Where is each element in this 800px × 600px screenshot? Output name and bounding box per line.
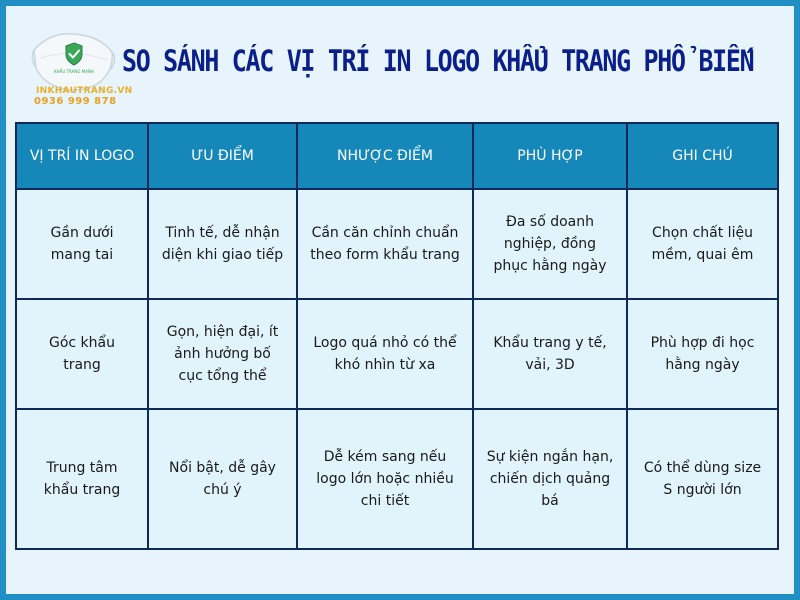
page-title: SO SÁNH CÁC VỊ TRÍ IN LOGO KHẨU TRANG PHỔ BIẾN [122, 44, 754, 78]
header-notes: GHI CHÚ [627, 123, 778, 189]
cell-notes: Chọn chất liệu mềm, quai êm [627, 189, 778, 299]
header-advantages: ƯU ĐIỂM [148, 123, 297, 189]
table-row [16, 299, 778, 409]
table-row [16, 409, 778, 549]
header-position: VỊ TRÍ IN LOGO [16, 123, 148, 189]
brand-phone: 0936 999 878 [34, 96, 117, 107]
cell-position: Gần dưới mang tai [16, 189, 148, 299]
brand-name: INKHAUTRANG.VN [36, 86, 133, 96]
cell-advantages: Tinh tế, dễ nhận diện khi giao tiếp [148, 189, 297, 299]
cell-notes: Có thể dùng size S người lớn [627, 409, 778, 549]
cell-position: Góc khẩu trang [16, 299, 148, 409]
comparison-table [15, 122, 779, 550]
cell-advantages: Gọn, hiện đại, ít ảnh hưởng bố cục tổng thể [148, 299, 297, 409]
cell-disadvantages: Cần căn chỉnh chuẩn theo form khẩu trang [297, 189, 473, 299]
table-row [16, 189, 778, 299]
cell-suitable-for: Khẩu trang y tế, vải, 3D [473, 299, 627, 409]
cell-position: Trung tâm khẩu trang [16, 409, 148, 549]
logo-tagline: KHẨU TRANG MẠNH [54, 69, 94, 74]
cell-disadvantages: Dễ kém sang nếu logo lớn hoặc nhiều chi tiết [297, 409, 473, 549]
header-disadvantages: NHƯỢC ĐIỂM [297, 123, 473, 189]
cell-suitable-for: Sự kiện ngắn hạn, chiến dịch quảng bá [473, 409, 627, 549]
table-header-row [16, 123, 778, 189]
cell-advantages: Nổi bật, dễ gây chú ý [148, 409, 297, 549]
header-suitable-for: PHÙ HỢP [473, 123, 627, 189]
cell-suitable-for: Đa số doanh nghiệp, đồng phục hằng ngày [473, 189, 627, 299]
cell-notes: Phù hợp đi học hằng ngày [627, 299, 778, 409]
cell-disadvantages: Logo quá nhỏ có thể khó nhìn từ xa [297, 299, 473, 409]
